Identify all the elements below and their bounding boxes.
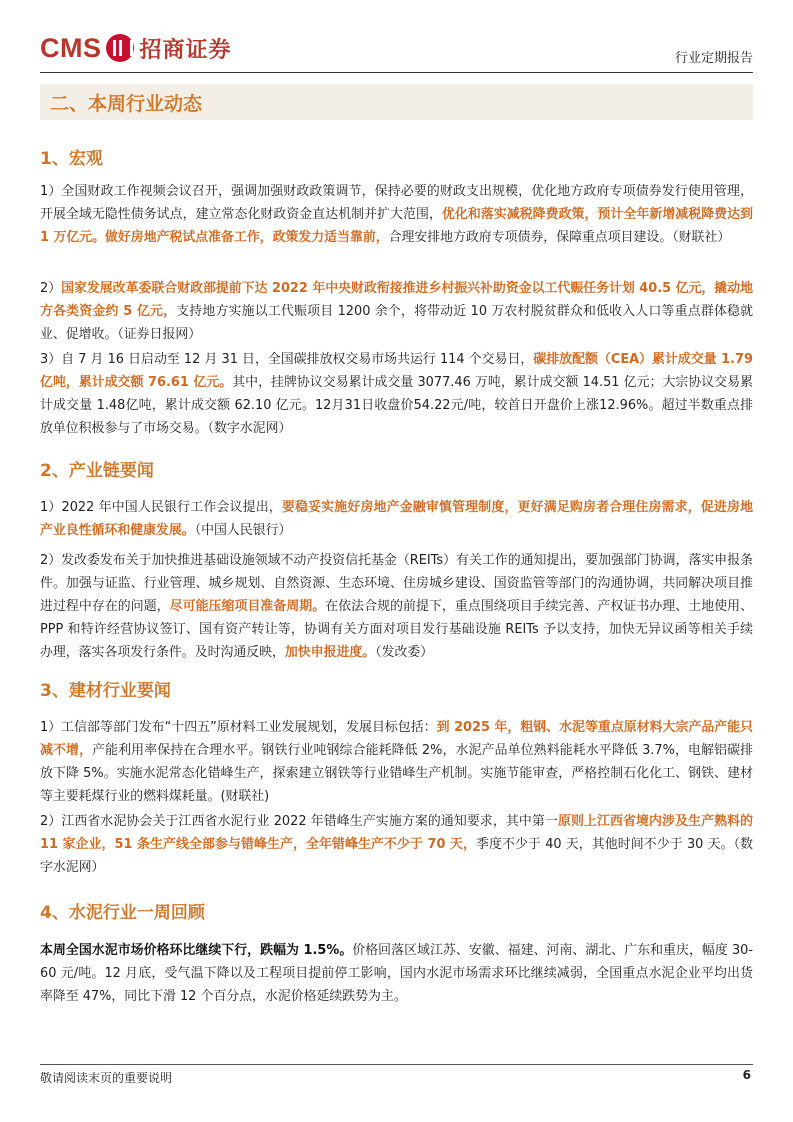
subsection-heading-industry-chain: 2、产业链要闻	[40, 461, 154, 481]
logo-chinese-text: 招商证券	[139, 36, 232, 63]
subsection-heading-cement-review: 4、水泥行业一周回顾	[40, 903, 205, 923]
header-divider	[40, 72, 753, 73]
building-materials-paragraph-1: 1）工信部等部门发布“十四五”原材料工业发展规划，发展目标包括：到 2025 年，粗钢、水泥等重点原材料大宗产品产能只减不增，产能利用率保持在合理水平。钢铁行业吨钢综合能耗降低 2%，水泥产品单位熟料能耗水平降低 3.7%，电解铝碳排放下降 5%。实施水泥常态化错峰生产，探索建立钢铁等行业错峰生产机制。实施节能审查，严格控制石化化工、钢铁、建材等主要耗煤行业的燃料煤耗量。(财联社)	[40, 720, 753, 804]
macro-paragraph-1: 1）全国财政工作视频会议召开，强调加强财政政策调节，保持必要的财政支出规模，优化地方政府专项债券发行使用管理，开展全域无隐性债务试点，建立常态化财政资金直达机制并扩大范围，优化和落实减税降费政策，预计全年新增减税降费达到 1 万亿元。做好房地产税试点准备工作，政策发力适当靠前，合理安排地方政府专项债券，保障重点项目建设。（财联社）	[40, 184, 754, 245]
macro-paragraph-3: 3）自 7 月 16 日启动至 12 月 31 日，全国碳排放权交易市场共运行 114 个交易日，碳排放配额（CEA）累计成交量 1.79 亿吨，累计成交额 76.61 亿元。其中，挂牌协议交易累计成交量 3077.46 万吨，累计成交额 14.51 亿元；大宗协议交易累计成交量 1.48亿吨，累计成交额 62.10 亿元。12月31日收盘价54.22元/吨，较首日开盘价上涨12.96%。超过半数重点排放单位积极参与了市场交易。（数字水泥网）	[40, 352, 753, 436]
industry-chain-paragraph-2: 2）发改委发布关于加快推进基础设施领域不动产投资信托基金（REITs）有关工作的通知提出，要加强部门协调，落实申报条件。加强与证监、行业管理、城乡规划、自然资源、生态环境、住房城乡建设、国资监管等部门的沟通协调，共同解决项目推进过程中存在的问题，尽可能压缩项目准备周期。在依法合规的前提下，重点围绕项目手续完善、产权证书办理、土地使用、PPP 和特许经营协议签订、国有资产转让等，协调有关方面对项目发行基础设施 REITs 予以支持，加快无异议函等相关手续办理，落实各项发行条件。及时沟通反映，加快申报进度。（发改委）	[40, 553, 754, 660]
subsection-heading-macro: 1、宏观	[40, 149, 103, 169]
section-title: 二、本周行业动态	[50, 93, 203, 115]
macro-paragraph-2: 2）国家发展改革委联合财政部提前下达 2022 年中央财政衔接推进乡村振兴补助资金以工代赈任务计划 40.5 亿元，撬动地方各类资金约 5 亿元，支持地方实施以工代赈项目 1200 余个，将带动近 10 万农村脱贫群众和低收入人口等重点群体稳就业、促增收。（证券日报网）	[40, 281, 753, 342]
cement-review-paragraph-1: 本周全国水泥市场价格环比继续下行，跌幅为 1.5%。价格回落区域江苏、安徽、福建、河南、湖北、广东和重庆，幅度 30-60 元/吨。12 月底，受气温下降以及工程项目提前停工影响，国内水泥市场需求环比继续减弱，全国重点水泥企业平均出货率降至 47%，同比下滑 12 个百分点，水泥价格延续跌势为主。	[40, 943, 753, 1004]
logo-latin-text: CMS	[40, 32, 102, 63]
footer-disclaimer: 敬请阅读末页的重要说明	[40, 1071, 173, 1085]
company-logo	[40, 28, 232, 68]
page-header	[0, 0, 793, 80]
logo-emblem-icon	[106, 34, 134, 62]
building-materials-paragraph-2: 2）江西省水泥协会关于江西省水泥行业 2022 年错峰生产实施方案的通知要求，其中第一原则上江西省境内涉及生产熟料的 11 家企业，51 条生产线全部参与错峰生产，全年错峰生产不少于 70 天，季度不少于 40 天，其他时间不少于 30 天。（数字水泥网）	[40, 814, 754, 875]
report-type-label: 行业定期报告	[674, 51, 753, 66]
industry-chain-paragraph-1: 1）2022 年中国人民银行工作会议提出，要稳妥实施好房地产金融审慎管理制度，更好满足购房者合理住房需求，促进房地产业良性循环和健康发展。（中国人民银行）	[40, 500, 753, 538]
subsection-heading-building-materials: 3、建材行业要闻	[40, 681, 171, 701]
footer-divider	[40, 1064, 753, 1065]
page-number: 6	[742, 1068, 751, 1082]
